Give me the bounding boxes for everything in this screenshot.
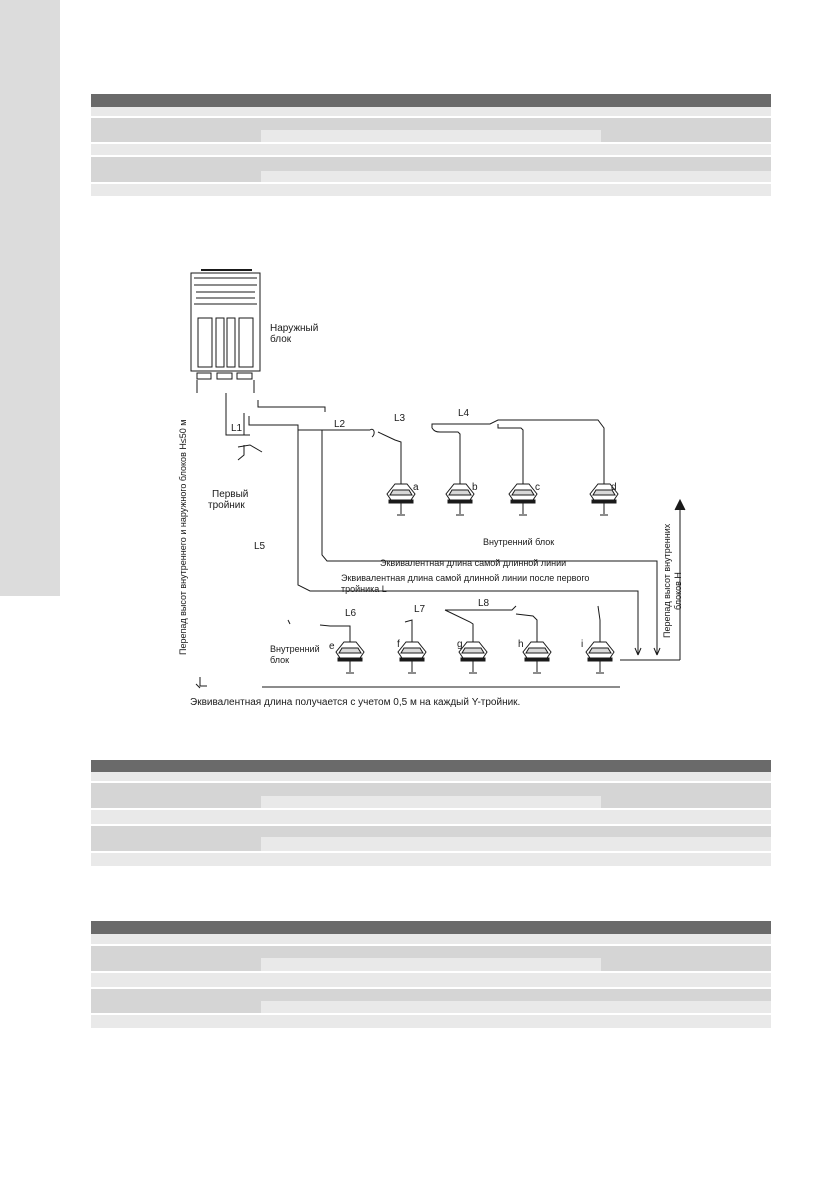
indoor-unit-a bbox=[387, 484, 415, 515]
outdoor-unit-label-2: блок bbox=[270, 334, 292, 345]
pipe-label-l6: L6 bbox=[345, 608, 357, 619]
indoor-unit-b bbox=[446, 484, 474, 515]
height-indoor-outdoor-label: Перепад высот внутреннего и наружного блоков H≤50 м bbox=[178, 419, 188, 655]
pipe-label-l8: L8 bbox=[478, 598, 490, 609]
height-indoor-label-1: Перепад высот внутренних bbox=[662, 523, 672, 638]
indoor-letter-c: c bbox=[535, 482, 540, 493]
indoor-unit-e bbox=[336, 642, 364, 673]
indoor-letter-h: h bbox=[518, 639, 524, 650]
indoor-letter-i: i bbox=[581, 639, 584, 650]
pipe-label-l2: L2 bbox=[334, 419, 346, 430]
diagram-caption: Эквивалентная длина получается с учетом 0,5 м на каждый Y-тройник. bbox=[190, 697, 521, 708]
indoor-letter-b: b bbox=[472, 482, 478, 493]
first-tee-label-2: тройник bbox=[208, 500, 245, 511]
indoor-letter-f: f bbox=[397, 639, 400, 650]
indoor-block-label: Внутренний блок bbox=[483, 537, 555, 547]
pipe-label-l7: L7 bbox=[414, 604, 426, 615]
outdoor-unit-label-1: Наружный bbox=[270, 323, 319, 334]
indoor-unit-f bbox=[398, 642, 426, 673]
indoor-unit-i bbox=[586, 642, 614, 673]
outdoor-unit bbox=[191, 270, 260, 393]
indoor-unit-h bbox=[523, 642, 551, 673]
indoor-unit-g bbox=[459, 642, 487, 673]
indoor-block-label-lower-1: Внутренний bbox=[270, 644, 320, 654]
longest-after-tee-label-1: Эквивалентная длина самой длинной линии после первого bbox=[341, 573, 590, 583]
pipe-label-l1: L1 bbox=[231, 423, 243, 434]
longest-line-label: Эквивалентная длина самой длинной линии bbox=[380, 558, 567, 568]
indoor-letter-e: e bbox=[329, 641, 335, 652]
first-tee-label-1: Первый bbox=[212, 489, 249, 500]
indoor-unit-c bbox=[509, 484, 537, 515]
indoor-letter-g: g bbox=[457, 639, 463, 650]
pipe-label-l3: L3 bbox=[394, 413, 406, 424]
indoor-letter-d: d bbox=[611, 482, 617, 493]
height-indoor-label-2: блоков H bbox=[673, 572, 683, 610]
indoor-letter-a: a bbox=[413, 482, 419, 493]
indoor-block-label-lower-2: блок bbox=[270, 655, 290, 665]
longest-after-tee-label-2: тройника L bbox=[341, 584, 387, 594]
pipe-label-l4: L4 bbox=[458, 408, 470, 419]
pipe-label-l5: L5 bbox=[254, 541, 266, 552]
